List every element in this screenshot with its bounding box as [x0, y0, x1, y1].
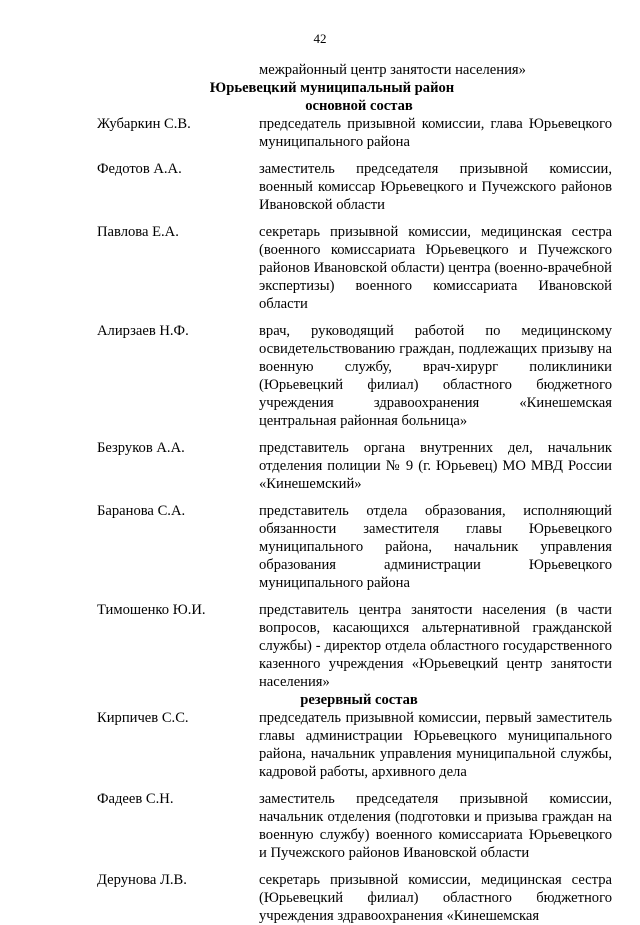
member-name: Жубаркин С.В. — [97, 116, 191, 132]
member-name: Баранова С.А. — [97, 503, 186, 519]
member-role: заместитель председателя призывной комиссии, военный комиссар Юрьевецкого и Пучежского районов Ивановской области — [259, 161, 612, 213]
member-role: секретарь призывной комиссии, медицинская сестра (Юрьевецкий филиал) областного бюджетного учреждения здравоохранения «Кинешемская — [259, 872, 612, 924]
member-name: Кирпичев С.С. — [97, 710, 189, 726]
main-members-list — [97, 115, 612, 691]
list-item — [97, 439, 612, 493]
list-item — [97, 160, 612, 214]
reserve-section-title: резервный состав — [300, 692, 418, 708]
member-role: врач, руководящий работой по медицинскому освидетельствованию граждан, подлежащих призыву на военную службу, врач-хирург поликлиники (Юрьевецкий филиал) областного бюджетного учреждения здравоохранения «Кинешемская центральная районная больница» — [259, 323, 612, 429]
member-role: председатель призывной комиссии, глава Юрьевецкого муниципального района — [259, 116, 612, 150]
member-role: представитель органа внутренних дел, начальник отделения полиции № 9 (г. Юрьевец) МО МВД России «Кинешемский» — [259, 440, 612, 492]
member-role: председатель призывной комиссии, первый заместитель главы администрации Юрьевецкого муниципального района, начальник управления муниципальной службы, кадровой работы, архивного дела — [259, 710, 612, 780]
member-name: Алирзаев Н.Ф. — [97, 323, 189, 339]
main-section-title: основной состав — [305, 98, 413, 114]
member-name: Павлова Е.А. — [97, 224, 179, 240]
member-role: представитель центра занятости населения (в части вопросов, касающихся альтернативной гражданской службы) - директор отдела областного государственного казенного учреждения «Юрьевецкий центр занятости населения» — [259, 602, 612, 690]
list-item — [97, 322, 612, 430]
page-number: 42 — [313, 31, 327, 46]
list-item — [97, 223, 612, 313]
member-name: Дерунова Л.В. — [97, 872, 187, 888]
list-item — [97, 709, 612, 781]
member-role: заместитель председателя призывной комиссии, начальник отделения (подготовки и призыва граждан на военную службу) военного комиссариата Юрьевецкого и Пучежского районов Ивановской области — [259, 791, 612, 861]
list-item — [97, 790, 612, 862]
member-name: Тимошенко Ю.И. — [97, 602, 206, 618]
list-item — [97, 502, 612, 592]
member-role: секретарь призывной комиссии, медицинская сестра (военного комиссариата Юрьевецкого и Пучежского районов Ивановской области) центра (военно-врачебной экспертизы) военного комиссариата Ивановской области — [259, 224, 612, 312]
list-item — [97, 871, 612, 925]
list-item — [97, 601, 612, 691]
member-name: Федотов А.А. — [97, 161, 182, 177]
document-body — [97, 61, 612, 925]
list-item — [97, 115, 612, 151]
reserve-members-list — [97, 709, 612, 925]
member-role: представитель отдела образования, исполняющий обязанности заместителя главы Юрьевецкого муниципального района, начальник управления образования администрации Юрьевецкого муниципального района — [259, 503, 612, 591]
district-title: Юрьевецкий муниципальный район — [209, 80, 455, 96]
member-name: Фадеев С.Н. — [97, 791, 174, 807]
continuation-text: межрайонный центр занятости населения» — [259, 62, 526, 78]
member-name: Безруков А.А. — [97, 440, 185, 456]
